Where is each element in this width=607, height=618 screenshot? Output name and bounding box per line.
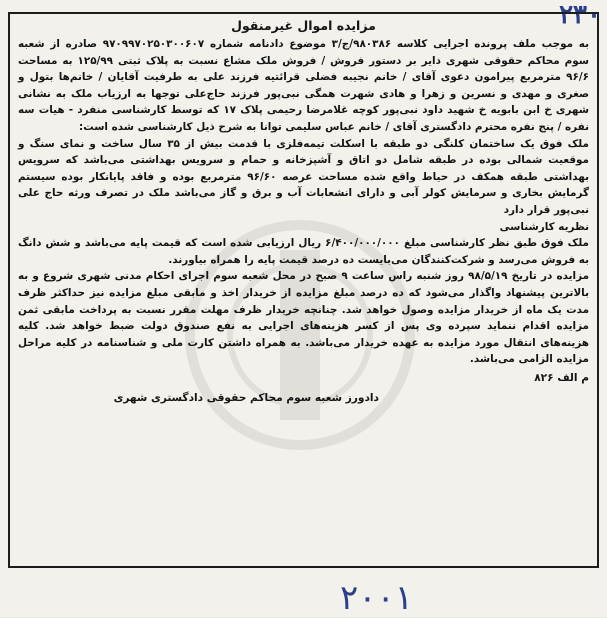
auction-text: مزایده در تاریخ ۹۸/۵/۱۹ روز شنبه راس ساعت ۹ صبح در محل شعبه سوم اجرای احکام مدنی شهری شروع و به بالاترین پیشنهاد واگذار می‌شود که ده درصد مبلغ مزایده از خریدار اخذ و مابقی مبلغ مزایده نیز حداکثر ظرف مدت یک ماه از خریدار مزایده وصول خواهد شد. چنانچه خریدار ظرف مهلت مقرر نسبت به پرداخت مابقی ثمن مزایده اقدام ننماید سپرده وی پس از کسر هزینه‌های اجرایی به نفع صندوق دولت ضبط خواهد شد. کلیه هزینه‌های انتقال مورد مزایده به عهده خریدار می‌باشد. به همراه داشتن کارت ملی و شناسنامه در کلیه مراحل مزایده الزامی می‌باشد. — [18, 270, 589, 366]
signature-line: دادورز شعبه سوم محاکم حقوقی دادگستری شهری — [113, 391, 379, 404]
file-number: م الف ۸۲۶ — [534, 371, 589, 384]
notice-title: مزایده اموال غیرمنقول — [231, 18, 376, 33]
handwritten-corner-mark: ۲۳۰ — [559, 0, 601, 30]
handwritten-bottom-mark: ۲۰۰۱ — [340, 578, 414, 618]
notice-box — [8, 12, 599, 568]
opinion-text: ملک فوق طبق نظر کارشناسی مبلغ ۶/۴۰۰/۰۰۰/۰۰۰ ریال ارزیابی شده است که قیمت پایه می‌باشد و شش دانگ به فروش می‌رسد و شرکت‌کنندگان می‌بایست ده درصد قیمت پایه را همراه بیاورند. — [18, 237, 589, 266]
opinion-heading: نظریه کارشناسی — [499, 220, 589, 233]
intro-paragraph: به موجب ملف پرونده اجرایی کلاسه ۹۸۰۳۸۶/ج/۳ موضوع دادنامه شماره ۹۷۰۹۹۷۰۲۵۰۳۰۰۶۰۷ صادره از شعبه سوم محاکم حقوقی شهری دایر بر دستور فروش / فروش ملک مشاع نسبت به پلاک ثبتی ۱۲۵/۹۹ به مساحت ۹۶/۶ مترمربع پیرامون دعوی آقای / خانم نجیبه فضلی قرائتیه فرزند علی به طرفیت آقایان / خانم‌ها بتول و صغری و مهدی و نسرین و زهرا و هادی شهرت همگی نبی‌پور فرزند حاج‌علی توجها به ارزیاب ملک به نشانی شهری خ ابن بابویه خ شهید داود نبی‌پور کوچه غلامرضا رحیمی پلاک ۱۷ که توسط کارشناسی منفرد - هیات سه نفره / پنج نفره محترم دادگستری آقای / خانم عباس سلیمی توانا به شرح ذیل کارشناسی شده است: — [18, 38, 589, 133]
property-description: ملک فوق یک ساختمان کلنگی دو طبقه با اسکلت تیمه‌فلزی با قدمت بیش از ۳۵ سال ساخت و نمای سنگ و موقعیت شمالی بوده در طبقه شامل دو اتاق و آشپزخانه و حمام و سرویس بهداشتی می‌باشد که سرویس بهداشتی طبقه همکف در حیاط واقع شده مساحت عرصه ۹۶/۶۰ مترمربع بوده و فاقد پایانکار بوده سیستم گرمایش بخاری و سرمایش کولر آبی و دارای انشعابات آب و برق و گاز می‌باشد ملک در تصرف ورثه حاج علی نبی‌پور قرار دارد — [18, 137, 590, 216]
